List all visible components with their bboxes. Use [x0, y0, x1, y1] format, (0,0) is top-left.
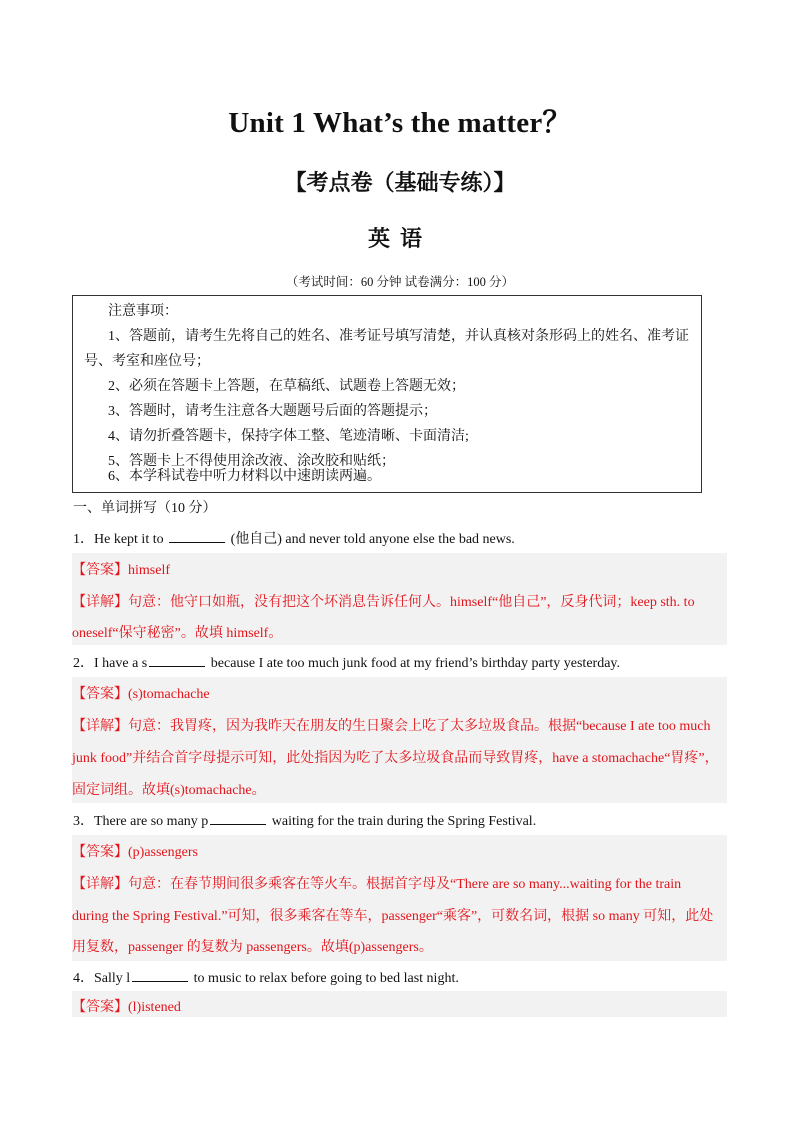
detail-text: 句意：他守口如瓶，没有把这个坏消息告诉任何人。himself“他自己”，反身代词；keep sth. to: [128, 595, 695, 610]
notice-box: [72, 295, 702, 493]
answer-blank: [169, 530, 225, 543]
answer-block-4: [72, 991, 727, 1017]
question-text-after: (他自己) and never told anyone else the bad news.: [227, 532, 515, 547]
answer-line: [72, 683, 727, 703]
notice-item: 6、本学科试卷中听力材料以中速朗读两遍。: [108, 469, 381, 484]
answer-tag: 【答案】: [72, 1000, 128, 1015]
detail-text: 句意：我胃疼，因为我昨天在朋友的生日聚会上吃了太多垃圾食品。根据“because I ate too much: [128, 719, 711, 734]
answer-blank: [210, 812, 266, 825]
question-2: [73, 652, 620, 672]
page-title: Unit 1 What’s the matter？: [228, 107, 572, 139]
notice-item: 1、答题前，请考生先将自己的姓名、准考证号填写清楚，并认真核对条形码上的姓名、准考证号、考室和座位号；: [84, 329, 689, 369]
detail-line: during the Spring Festival.”可知，很多乘客在等车，passenger“乘客”，可数名词，根据 so many 可知，此处: [72, 909, 714, 924]
question-text-before: I have a s: [94, 656, 148, 671]
notice-item: 5、答题卡上不得使用涂改液、涂改胶和贴纸；: [108, 454, 395, 469]
detail-line: [72, 873, 727, 893]
answer-line: [72, 559, 727, 579]
answer-tag: 【答案】: [72, 563, 128, 578]
answer-line: [72, 841, 727, 861]
exam-info: （考试时间：60 分钟 试卷满分：100 分）: [285, 275, 515, 289]
question-text-before: He kept it to: [94, 532, 168, 547]
detail-line: junk food”并结合首字母提示可知，此处指因为吃了太多垃圾食品而导致胃疼，have a stomachache“胃疼”，: [72, 751, 719, 766]
answer-value: (l)istened: [128, 1000, 181, 1015]
notice-item: 4、请勿折叠答题卡，保持字体工整、笔迹清晰、卡面清洁;: [108, 429, 469, 444]
answer-block-1: [72, 553, 727, 645]
question-3: [73, 810, 536, 830]
detail-tag: 【详解】: [72, 719, 128, 734]
question-4: [73, 967, 459, 987]
answer-tag: 【答案】: [72, 845, 128, 860]
paper-type-subtitle: 【考点卷（基础专练）】: [284, 171, 516, 196]
question-number: 4．: [73, 971, 94, 986]
question-text-after: to music to relax before going to bed last night.: [190, 971, 459, 986]
answer-blank: [132, 969, 188, 982]
detail-tag: 【详解】: [72, 595, 128, 610]
answer-block-3: [72, 835, 727, 961]
notice-item: 3、答题时，请考生注意各大题题号后面的答题提示；: [108, 404, 437, 419]
detail-line: [72, 715, 727, 735]
question-text-after: because I ate too much junk food at my friend’s birthday party yesterday.: [207, 656, 621, 671]
notice-item: 2、必须在答题卡上答题，在草稿纸、试题卷上答题无效；: [108, 379, 465, 394]
answer-tag: 【答案】: [72, 687, 128, 702]
detail-line: 用复数，passenger 的复数为 passengers。故填(p)assengers。: [72, 940, 433, 955]
answer-blank: [149, 654, 205, 667]
section-heading: 一、单词拼写（10 分）: [73, 501, 217, 516]
detail-line: [72, 591, 727, 611]
question-number: 1．: [73, 532, 94, 547]
answer-value: himself: [128, 563, 170, 578]
answer-value: (s)tomachache: [128, 687, 210, 702]
question-1: [73, 528, 515, 548]
answer-value: (p)assengers: [128, 845, 198, 860]
detail-line: 固定词组。故填(s)tomachache。: [72, 783, 266, 798]
question-text-after: waiting for the train during the Spring Festival.: [268, 814, 537, 829]
question-text-before: There are so many p: [94, 814, 209, 829]
answer-line: [72, 996, 727, 1016]
detail-line: oneself“保守秘密”。故填 himself。: [72, 626, 283, 641]
detail-text: 句意：在春节期间很多乘客在等火车。根据首字母及“There are so many...waiting for the train: [128, 877, 682, 892]
subject-label: 英语: [367, 227, 432, 252]
answer-block-2: [72, 677, 727, 803]
question-number: 2．: [73, 656, 94, 671]
notice-title: 注意事项：: [108, 304, 178, 319]
question-text-before: Sally l: [94, 971, 131, 986]
detail-tag: 【详解】: [72, 877, 128, 892]
question-number: 3．: [73, 814, 94, 829]
